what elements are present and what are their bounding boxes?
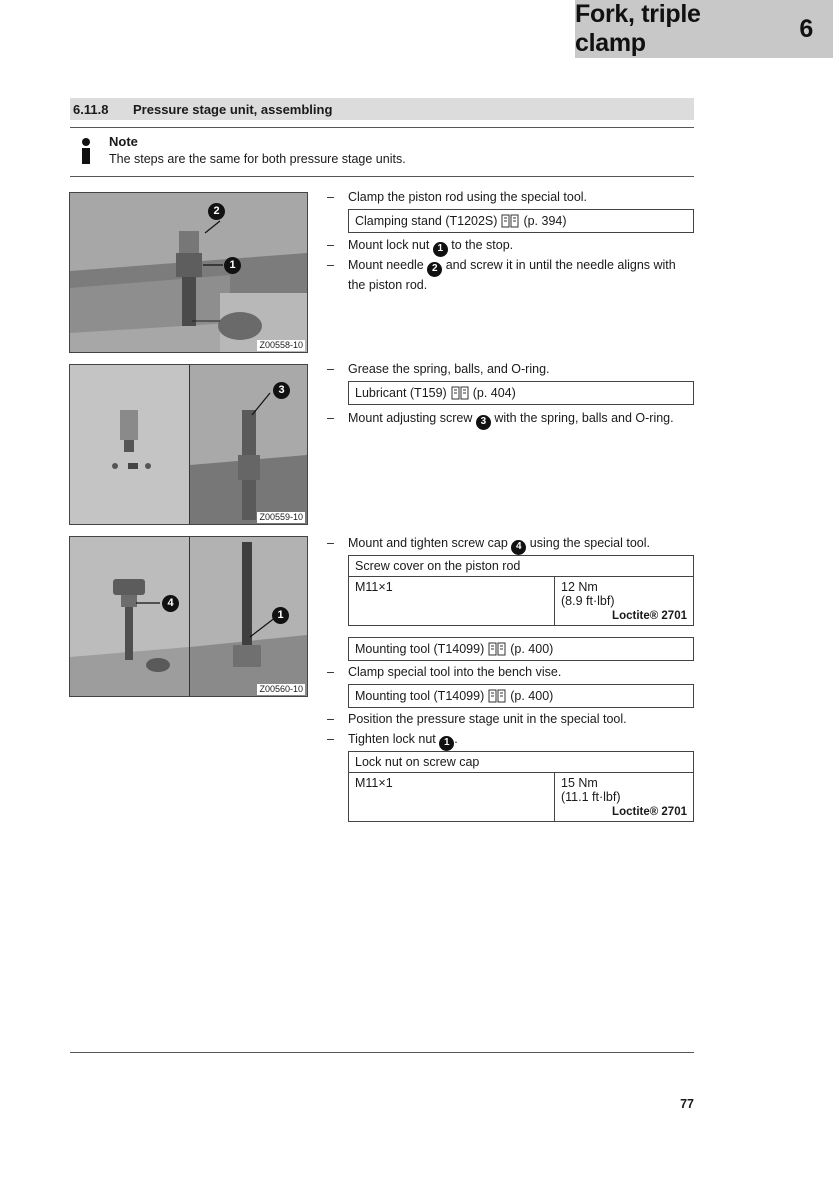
info-icon (80, 138, 92, 164)
marker-3: 3 (273, 382, 290, 399)
marker-2: 2 (208, 203, 225, 220)
page-number: 77 (680, 1097, 694, 1111)
marker-1: 1 (439, 736, 454, 751)
photo-piston-rod (70, 193, 307, 352)
section-number: 6.11.8 (73, 101, 109, 117)
divider (70, 127, 694, 128)
marker-4: 4 (511, 540, 526, 555)
figure-piston-rod-clamped (69, 192, 308, 353)
footer-divider (70, 1052, 694, 1053)
marker-3: 3 (476, 415, 491, 430)
step-clamp-special-tool: – Clamp special tool into the bench vise. (327, 665, 562, 679)
step-mount-adjusting-screw: – Mount adjusting screw 3 with the spring, balls and O-ring. (327, 410, 693, 430)
step-tighten-lock-nut: – Tighten lock nut 1 . (327, 731, 693, 751)
tool-ref-lubricant: Lubricant (T159) (p. 404) (348, 381, 694, 405)
section-header (70, 98, 694, 120)
tool-ref-mounting-tool: Mounting tool (T14099) (p. 400) (348, 637, 694, 661)
step-mount-needle: – Mount needle 2 and screw it in until the needle aligns with the piston rod. (327, 258, 676, 292)
note-title: Note (109, 134, 138, 149)
marker-2: 2 (427, 262, 442, 277)
photo-adjusting-screw (70, 365, 307, 524)
chapter-number: 6 (799, 14, 813, 43)
torque-table-screw-cover: Screw cover on the piston rod M11×1 12 Nm (8.9 ft·lbf) Loctite® 2701 (348, 555, 694, 626)
marker-4: 4 (162, 595, 179, 612)
manual-book-icon (501, 214, 519, 228)
tool-ref-clamping-stand: Clamping stand (T1202S) (p. 394) (348, 209, 694, 233)
chapter-tab (575, 0, 833, 58)
step-mount-lock-nut: – Mount lock nut 1 to the stop. (327, 237, 693, 257)
marker-1: 1 (433, 242, 448, 257)
marker-1: 1 (224, 257, 241, 274)
manual-book-icon (451, 386, 469, 400)
marker-1: 1 (272, 607, 289, 624)
tool-ref-mounting-tool: Mounting tool (T14099) (p. 400) (348, 684, 694, 708)
step-grease: – Grease the spring, balls, and O-ring. (327, 362, 550, 376)
torque-table-lock-nut: Lock nut on screw cap M11×1 15 Nm (11.1 ft·lbf) Loctite® 2701 (348, 751, 694, 822)
step-tighten-screw-cap: – Mount and tighten screw cap 4 using the special tool. (327, 535, 693, 555)
note-text: The steps are the same for both pressure stage units. (109, 152, 406, 166)
section-title: Pressure stage unit, assembling (133, 101, 333, 117)
figure-label: Z00560-10 (259, 684, 303, 694)
chapter-title: Fork, triple clamp (575, 0, 701, 57)
figure-adjusting-screw (69, 364, 308, 525)
figure-label: Z00559-10 (259, 512, 303, 522)
divider (70, 176, 694, 177)
manual-book-icon (488, 642, 506, 656)
figure-label: Z00558-10 (259, 340, 303, 350)
manual-book-icon (488, 689, 506, 703)
step-position-unit: – Position the pressure stage unit in the special tool. (327, 712, 627, 726)
step-clamp-piston-rod: – Clamp the piston rod using the special tool. (327, 190, 588, 204)
figure-screw-cap (69, 536, 308, 697)
